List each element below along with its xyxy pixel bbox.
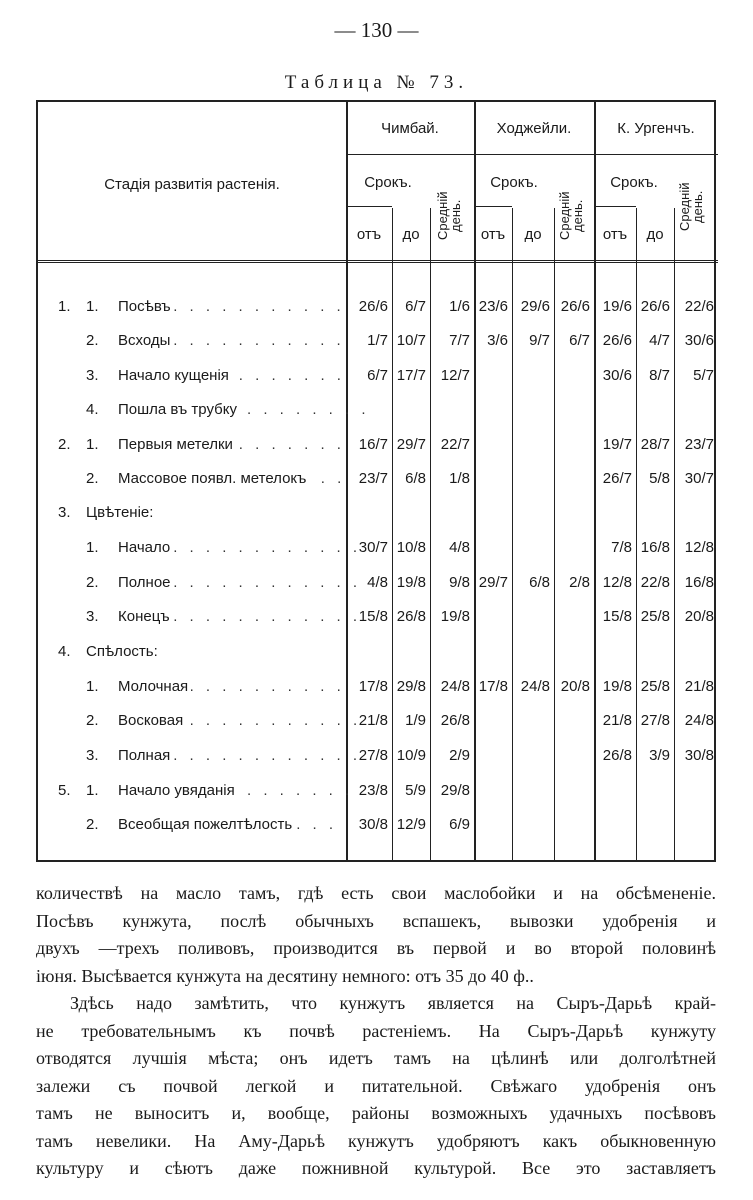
table-cell: 22/7 — [440, 436, 470, 453]
table-cell: 9/7 — [529, 332, 550, 349]
table-cell: 26/6 — [358, 298, 388, 315]
table-cell: 20/8 — [560, 678, 590, 695]
table-cell: 30/6 — [684, 332, 714, 349]
do-header: до — [646, 226, 664, 243]
table-cell: 6/7 — [367, 367, 388, 384]
table-cell: 24/8 — [440, 678, 470, 695]
table-cell: 4/8 — [449, 539, 470, 556]
table-row — [38, 430, 718, 460]
header-bottom-rule — [38, 260, 718, 263]
row-stage-label: Всеобщая пожелтѣлость — [118, 816, 293, 833]
table-cell: 29/7 — [396, 436, 426, 453]
body-text-line: тамъ не выноситъ и, вообще, районы возможныхъ удачныхъ посѣвовъ — [36, 1103, 716, 1123]
row-leader-dots: . . . . . . . — [238, 367, 345, 384]
table-cell: 26/8 — [602, 747, 632, 764]
ot-header: отъ — [480, 226, 506, 243]
table-cell: 1/9 — [405, 712, 426, 729]
body-text-line: тамъ невелики. На Аму-Дарьѣ кунжутъ удобряютъ какъ обыкновенную — [36, 1130, 716, 1151]
header-rule — [346, 154, 718, 155]
row-item-number: 2. — [86, 470, 99, 487]
srok-header: Срокъ. — [490, 174, 538, 191]
table-cell: 19/6 — [602, 298, 632, 315]
table-cell: 26/6 — [560, 298, 590, 315]
row-item-number: 1. — [86, 539, 99, 556]
table-cell: 10/9 — [396, 747, 426, 764]
location-header-khodzheyli: Ходжейли. — [496, 120, 572, 137]
table-row — [38, 637, 718, 667]
table-cell: 26/8 — [396, 608, 426, 625]
table-row — [38, 395, 718, 425]
table-cell: 8/7 — [649, 367, 670, 384]
srok-header: Срокъ. — [364, 174, 412, 191]
table-row — [38, 602, 718, 632]
table-cell: 1/8 — [449, 470, 470, 487]
row-group-number: 1. — [58, 298, 71, 315]
table-cell: 20/8 — [684, 608, 714, 625]
body-text-line: двухъ —трехъ поливовъ, производится въ первой и во второй половинѣ — [36, 938, 716, 958]
body-text-line: отводятся лучшія мѣста; онъ идетъ тамъ на цѣлинѣ или долголѣтней — [36, 1048, 716, 1068]
table-row — [38, 672, 718, 702]
table-cell: 16/8 — [640, 539, 670, 556]
table-cell: 16/8 — [684, 574, 714, 591]
table-cell: 29/8 — [440, 782, 470, 799]
do-header: до — [524, 226, 542, 243]
row-stage-label: Пошла въ трубку — [118, 401, 237, 418]
table-row — [38, 533, 718, 563]
mean-day-header: Средній день. — [557, 191, 585, 241]
table-cell: 23/7 — [684, 436, 714, 453]
table-cell: 6/9 — [449, 816, 470, 833]
table-cell: 4/8 — [367, 574, 388, 591]
row-item-number: 1. — [86, 782, 99, 799]
row-stage-label: Конецъ — [118, 608, 170, 625]
row-item-number: 4. — [86, 401, 99, 418]
mean-day-header: Средній день. — [677, 182, 705, 232]
table-cell: 12/8 — [684, 539, 714, 556]
table-cell: 16/7 — [358, 436, 388, 453]
row-item-number: 2. — [86, 574, 99, 591]
row-item-number: 2. — [86, 332, 99, 349]
table-cell: 6/7 — [569, 332, 590, 349]
row-stage-label: Всходы — [118, 332, 171, 349]
table-cell: 22/6 — [684, 298, 714, 315]
table-cell: 29/7 — [478, 574, 508, 591]
row-stage-label: Цвѣтеніе: — [86, 504, 154, 521]
row-item-number: 2. — [86, 816, 99, 833]
row-leader-dots: . . — [320, 470, 346, 487]
row-item-number: 2. — [86, 712, 99, 729]
table-cell: 21/8 — [684, 678, 714, 695]
row-leader-dots: . . . — [296, 816, 338, 833]
body-text-line: количествѣ на масло тамъ, гдѣ есть свои маслобойки и на обсѣмененіе. — [36, 883, 716, 903]
table-cell: 23/6 — [478, 298, 508, 315]
row-leader-dots: . . . . . . . . . . . . — [173, 747, 362, 764]
table-cell: 10/8 — [396, 539, 426, 556]
table-cell: 30/8 — [684, 747, 714, 764]
table-cell: 26/6 — [602, 332, 632, 349]
stage-column-header: Стадія развитія растенія. — [104, 176, 280, 193]
table-cell: 29/6 — [520, 298, 550, 315]
table-cell: 9/8 — [449, 574, 470, 591]
table-cell: 5/8 — [649, 470, 670, 487]
table-cell: 1/7 — [367, 332, 388, 349]
row-group-number: 2. — [58, 436, 71, 453]
location-header-urgench: К. Ургенчъ. — [617, 120, 695, 137]
table-cell: 24/8 — [520, 678, 550, 695]
body-text-line: культуру и сѣютъ даже пожнивной культурой. Все это заставляетъ — [36, 1158, 716, 1178]
table-cell: 12/7 — [440, 367, 470, 384]
row-stage-label: Начало — [118, 539, 171, 556]
table-cell: 6/7 — [405, 298, 426, 315]
row-stage-label: Массовое появл. метелокъ — [118, 470, 307, 487]
table-cell: 25/8 — [640, 678, 670, 695]
row-item-number: 1. — [86, 298, 99, 315]
row-leader-dots: . . . . . . . . . . . — [173, 298, 345, 315]
table-cell: 26/8 — [440, 712, 470, 729]
table-row — [38, 568, 718, 598]
table-cell: 3/9 — [649, 747, 670, 764]
table-cell: 30/8 — [358, 816, 388, 833]
page-number: — 130 — — [334, 18, 419, 42]
table-row — [38, 292, 718, 322]
table-cell: 23/7 — [358, 470, 388, 487]
table-cell: 19/8 — [440, 608, 470, 625]
table-cell: 17/7 — [396, 367, 426, 384]
row-stage-label: Молочная — [118, 678, 189, 695]
table-cell: 17/8 — [478, 678, 508, 695]
table-row — [38, 741, 718, 771]
row-stage-label: Спѣлость: — [86, 643, 158, 660]
header-rule — [594, 206, 636, 207]
table-cell: 5/9 — [405, 782, 426, 799]
row-stage-label: Полная — [118, 747, 171, 764]
table-cell: 15/8 — [602, 608, 632, 625]
row-item-number: 1. — [86, 436, 99, 453]
row-stage-label: Начало увяданія — [118, 782, 235, 799]
table-row — [38, 464, 718, 494]
table-cell: 7/8 — [611, 539, 632, 556]
table-row — [38, 706, 718, 736]
row-stage-label: Посѣвъ — [118, 298, 171, 315]
table-cell: 27/8 — [358, 747, 388, 764]
table-cell: 12/9 — [396, 816, 426, 833]
row-leader-dots: . . . . . . . — [247, 782, 354, 799]
row-item-number: 3. — [86, 608, 99, 625]
row-item-number: 3. — [86, 747, 99, 764]
data-table — [36, 100, 716, 862]
srok-header: Срокъ. — [610, 174, 658, 191]
row-item-number: 3. — [86, 367, 99, 384]
table-cell: 21/8 — [602, 712, 632, 729]
table-cell: 4/7 — [649, 332, 670, 349]
row-leader-dots: . . . . . . . . . . . — [173, 332, 345, 349]
table-cell: 15/8 — [358, 608, 388, 625]
body-text — [36, 880, 716, 1183]
table-cell: 2/8 — [569, 574, 590, 591]
table-cell: 12/8 — [602, 574, 632, 591]
table-cell: 17/8 — [358, 678, 388, 695]
row-leader-dots: . . . . . . . . — [247, 401, 370, 418]
row-group-number: 4. — [58, 643, 71, 660]
location-header-chimbai: Чимбай. — [381, 120, 439, 137]
table-cell: 26/6 — [640, 298, 670, 315]
body-text-line: Здѣсь надо замѣтить, что кунжутъ является на Сыръ-Дарьѣ край- — [70, 993, 716, 1013]
table-cell: 19/8 — [396, 574, 426, 591]
row-stage-label: Начало кущенія — [118, 367, 229, 384]
table-row — [38, 326, 718, 356]
table-row — [38, 810, 718, 840]
row-item-number: 1. — [86, 678, 99, 695]
body-text-line: Посѣвъ кунжута, послѣ обычныхъ вспашекъ, вывозки удобренія и — [36, 910, 716, 931]
table-cell: 5/7 — [693, 367, 714, 384]
table-cell: 25/8 — [640, 608, 670, 625]
row-stage-label: Восковая — [118, 712, 184, 729]
table-row — [38, 361, 718, 391]
table-cell: 19/8 — [602, 678, 632, 695]
row-leader-dots: . . . . . . . . . . . . — [173, 539, 362, 556]
table-cell: 21/8 — [358, 712, 388, 729]
table-title: Таблица № 73. — [284, 72, 469, 93]
row-stage-label: Полное — [118, 574, 171, 591]
row-leader-dots: . . . . . . . . . . . . — [173, 574, 362, 591]
table-row — [38, 776, 718, 806]
table-cell: 3/6 — [487, 332, 508, 349]
header-rule — [474, 206, 512, 207]
table-cell: 6/8 — [405, 470, 426, 487]
row-group-number: 5. — [58, 782, 71, 799]
do-header: до — [402, 226, 420, 243]
header-rule — [346, 206, 392, 207]
body-text-line: іюня. Высѣвается кунжута на десятину немного: отъ 35 до 40 ф.. — [36, 965, 534, 986]
table-cell: 28/7 — [640, 436, 670, 453]
table-cell: 2/9 — [449, 747, 470, 764]
row-leader-dots: . . . . . . . — [238, 436, 345, 453]
table-cell: 10/7 — [396, 332, 426, 349]
table-cell: 22/8 — [640, 574, 670, 591]
table-cell: 7/7 — [449, 332, 470, 349]
table-cell: 19/7 — [602, 436, 632, 453]
table-cell: 23/8 — [358, 782, 388, 799]
body-text-line: залежи съ почвой легкой и питательной. Свѣжаго удобренія онъ — [36, 1075, 716, 1096]
mean-day-header: Средній день. — [435, 191, 463, 241]
row-group-number: 3. — [58, 504, 71, 521]
row-leader-dots: . . . . . . . . . . . — [189, 712, 362, 729]
table-cell: 6/8 — [529, 574, 550, 591]
row-stage-label: Первыя метелки — [118, 436, 233, 453]
table-cell: 29/8 — [396, 678, 426, 695]
body-text-line: не требовательнымъ къ почвѣ растеніемъ. На Сыръ-Дарьѣ кунжуту — [36, 1020, 716, 1041]
table-row — [38, 498, 718, 528]
table-cell: 26/7 — [602, 470, 632, 487]
ot-header: отъ — [602, 226, 628, 243]
row-leader-dots: . . . . . . . . . . — [189, 678, 345, 695]
table-cell: 30/7 — [684, 470, 714, 487]
table-cell: 24/8 — [684, 712, 714, 729]
table-cell: 1/6 — [449, 298, 470, 315]
table-cell: 30/6 — [602, 367, 632, 384]
table-cell: 30/7 — [358, 539, 388, 556]
ot-header: отъ — [356, 226, 382, 243]
table-cell: 27/8 — [640, 712, 670, 729]
row-leader-dots: . . . . . . . . . . . . — [173, 608, 362, 625]
